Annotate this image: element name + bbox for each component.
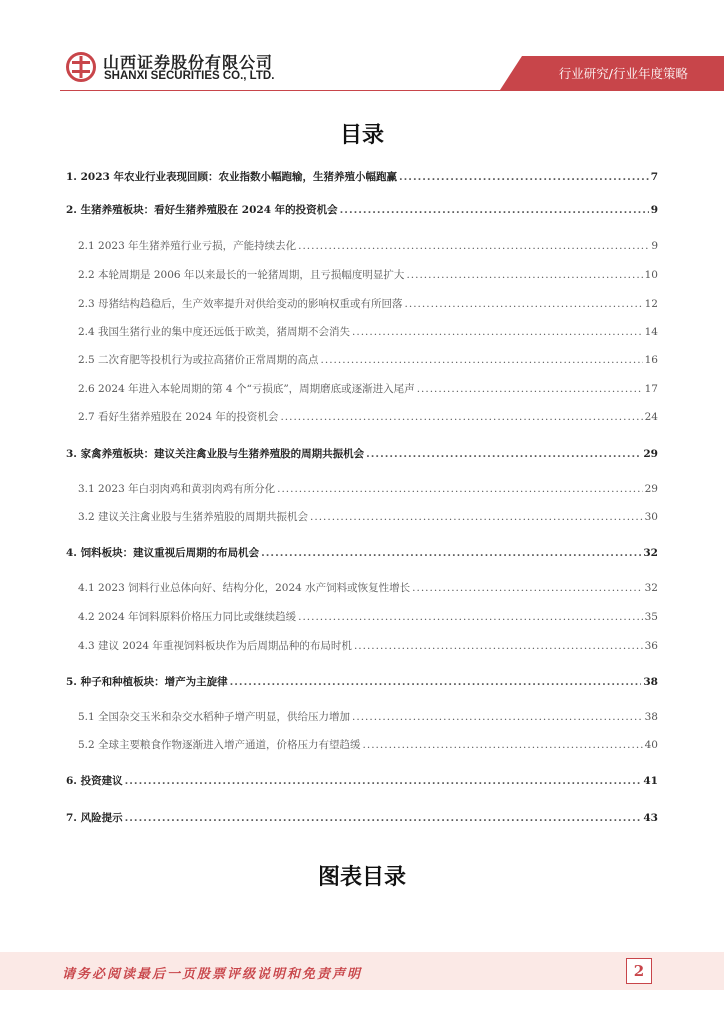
- toc-entry[interactable]: [78, 352, 658, 368]
- toc-entry[interactable]: [66, 810, 658, 826]
- toc-entry-title: 6. 投资建议: [66, 775, 123, 787]
- toc-entry-page: 41: [643, 775, 658, 787]
- toc-leader-dots: [261, 547, 641, 559]
- header-divider: [60, 90, 724, 91]
- toc-leader-dots: [363, 739, 643, 751]
- toc-entry[interactable]: [66, 674, 658, 690]
- toc-leader-dots: [125, 775, 642, 787]
- toc-leader-dots: [280, 411, 642, 423]
- footer-disclaimer: 请务必阅读最后一页股票评级说明和免责声明: [62, 967, 363, 982]
- toc-entry[interactable]: [66, 446, 658, 462]
- toc-entry-title: 2.6 2024 年进入本轮周期的第 4 个“亏损底”，周期磨底或逐渐进入尾声: [78, 383, 415, 395]
- toc-entry-title: 4.1 2023 饲料行业总体向好、结构分化，2024 水产饲料或恢复性增长: [78, 582, 411, 594]
- toc-entry-page: 12: [644, 298, 658, 310]
- toc-entry[interactable]: [66, 545, 658, 561]
- toc-entry[interactable]: [78, 737, 658, 753]
- toc-entry-page: 24: [644, 411, 658, 423]
- toc-leader-dots: [298, 240, 649, 252]
- toc-leader-dots: [298, 611, 643, 623]
- toc-entry[interactable]: [78, 638, 658, 654]
- toc-entry-title: 1. 2023 年农业行业表现回顾：农业指数小幅跑输，生猪养殖小幅跑赢: [66, 171, 397, 183]
- toc-title: 目录: [339, 123, 384, 148]
- toc-entry-title: 4. 饲料板块：建议重视后周期的布局机会: [66, 547, 260, 559]
- toc-entry[interactable]: [78, 709, 658, 725]
- toc-entry-title: 3.2 建议关注禽业股与生猪养殖股的周期共振机会: [78, 511, 309, 523]
- toc-leader-dots: [405, 298, 643, 310]
- toc-entry-page: 9: [651, 240, 658, 252]
- toc-entry-page: 29: [644, 483, 658, 495]
- toc-leader-dots: [340, 204, 649, 216]
- toc-entry[interactable]: [78, 296, 658, 312]
- toc-entry[interactable]: [78, 509, 658, 525]
- toc-entry-title: 3. 家禽养殖板块：建议关注禽业股与生猪养殖股的周期共振机会: [66, 448, 365, 460]
- toc-leader-dots: [412, 582, 642, 594]
- toc-leader-dots: [352, 711, 643, 723]
- toc-entry[interactable]: [66, 202, 658, 218]
- toc-entry-title: 5.2 全球主要粮食作物逐渐进入增产通道，价格压力有望趋缓: [78, 739, 361, 751]
- toc-entry-page: 9: [650, 204, 658, 216]
- toc-entry-page: 32: [644, 582, 658, 594]
- company-name-en: SHANXI SECURITIES CO., LTD.: [104, 70, 275, 82]
- toc-entry-page: 35: [644, 611, 658, 623]
- toc-entry-page: 14: [644, 326, 658, 338]
- toc-entry[interactable]: [78, 381, 658, 397]
- toc-leader-dots: [417, 383, 643, 395]
- toc-entry-page: 7: [650, 171, 658, 183]
- toc-entry[interactable]: [66, 773, 658, 789]
- page-number: 2: [626, 958, 652, 984]
- toc-entry-title: 4.3 建议 2024 年重视饲料板块作为后周期品种的布局时机: [78, 640, 352, 652]
- toc-leader-dots: [354, 640, 643, 652]
- toc-entry-title: 7. 风险提示: [66, 812, 123, 824]
- company-logo-icon: [66, 52, 96, 82]
- toc-leader-dots: [352, 326, 643, 338]
- toc-leader-dots: [406, 269, 642, 281]
- toc-entry-title: 2.2 本轮周期是 2006 年以来最长的一轮猪周期，且亏损幅度明显扩大: [78, 269, 405, 281]
- company-name-cn: 山西证券股份有限公司: [103, 53, 274, 72]
- toc-entry-title: 2.7 看好生猪养殖股在 2024 年的投资机会: [78, 411, 279, 423]
- toc-entry-page: 43: [643, 812, 658, 824]
- toc-entry-page: 17: [644, 383, 658, 395]
- toc-entry[interactable]: [78, 238, 658, 254]
- toc-entry[interactable]: [78, 580, 658, 596]
- report-category: 行业研究/行业年度策略: [558, 66, 688, 81]
- toc-entry[interactable]: [66, 169, 658, 185]
- toc-entry-title: 4.2 2024 年饲料原料价格压力同比或继续趋缓: [78, 611, 297, 623]
- figure-toc-title: 图表目录: [317, 865, 406, 890]
- toc-entry[interactable]: [78, 267, 658, 283]
- toc-entry-title: 2. 生猪养殖板块：看好生猪养殖股在 2024 年的投资机会: [66, 204, 338, 216]
- toc-leader-dots: [321, 354, 643, 366]
- toc-entry-title: 5.1 全国杂交玉米和杂交水稻种子增产明显，供给压力增加: [78, 711, 351, 723]
- toc-entry-page: 38: [644, 711, 658, 723]
- toc-entry[interactable]: [78, 409, 658, 425]
- toc-leader-dots: [277, 483, 643, 495]
- toc-entry[interactable]: [78, 609, 658, 625]
- toc-entry-page: 29: [643, 448, 658, 460]
- toc-entry[interactable]: [78, 481, 658, 497]
- toc-leader-dots: [366, 448, 641, 460]
- toc-entry-title: 2.5 二次育肥等投机行为或拉高猪价正常周期的高点: [78, 354, 319, 366]
- toc-entry-page: 38: [643, 676, 658, 688]
- toc-entry-page: 30: [644, 511, 658, 523]
- toc-entry-title: 2.4 我国生猪行业的集中度还远低于欧美，猪周期不会消失: [78, 326, 351, 338]
- toc-entry-title: 2.1 2023 年生猪养殖行业亏损，产能持续去化: [78, 240, 297, 252]
- toc-leader-dots: [125, 812, 642, 824]
- toc-entry-page: 32: [643, 547, 658, 559]
- toc-entry-title: 5. 种子和种植板块：增产为主旋律: [66, 676, 228, 688]
- toc-leader-dots: [399, 171, 649, 183]
- toc-entry[interactable]: [78, 324, 658, 340]
- toc-entry-page: 16: [644, 354, 658, 366]
- toc-leader-dots: [230, 676, 642, 688]
- toc-entry-page: 40: [644, 739, 658, 751]
- toc-entry-page: 10: [644, 269, 658, 281]
- toc-entry-page: 36: [644, 640, 658, 652]
- toc-entry-title: 3.1 2023 年白羽肉鸡和黄羽肉鸡有所分化: [78, 483, 276, 495]
- toc-leader-dots: [310, 511, 643, 523]
- toc-entry-title: 2.3 母猪结构趋稳后，生产效率提升对供给变动的影响权重或有所回落: [78, 298, 403, 310]
